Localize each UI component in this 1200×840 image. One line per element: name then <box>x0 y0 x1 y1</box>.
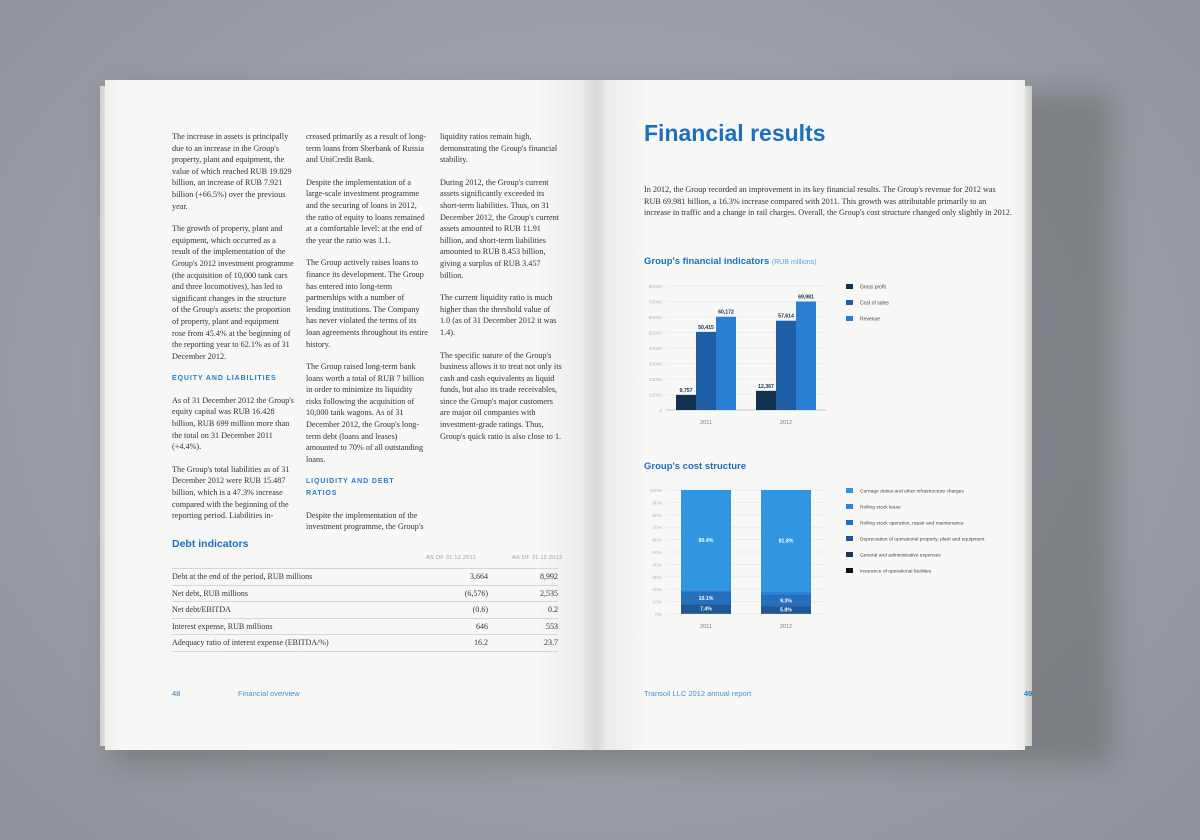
table-row <box>172 618 558 635</box>
stack-segment <box>761 591 811 594</box>
y-tick-label: 70000 <box>648 300 662 306</box>
bar-gross-profit <box>676 395 696 410</box>
x-tick-label: 2012 <box>779 420 793 426</box>
left-column-2 <box>306 131 428 544</box>
financial-indicators-chart <box>640 278 1020 434</box>
paragraph: The Group raised long-term bank loans worth a total of RUB 7 billion in order to minimize its liquidity risks following the acquisition of 10,000 tank wagons. As of 31 December 2012, the Group's long-term debt (loans and leases) amounted to 70% of all outstanding loans. <box>306 362 425 464</box>
cell-2011: (0.6) <box>418 602 488 619</box>
paragraph: The Group actively raises loans to finance its development. The Group has entered into long-term partnerships with a number of lending institutions. The Company has never violated the terms of its loan agreements throughout its entire history. <box>306 258 428 349</box>
column-header-2011: AS OF 31.12.2011 <box>426 555 476 561</box>
y-tick-label: 20% <box>652 588 662 594</box>
chart-unit: (RUB millions) <box>771 259 817 266</box>
y-tick-label: 0 <box>659 409 662 414</box>
paragraph: The growth of property, plant and equipment, which occurred as a result of the implementation of the Group's 2012 investment programme (the acquisition of 10,000 tank cars and three locomotives), has led to significant changes in the structure of the Group's assets: the proportion of property, plant and equipment rose from 45.4% at the beginning of the reporting year to 62.1% as of 31 December 2012. <box>172 224 294 361</box>
y-tick-label: 80000 <box>648 285 662 290</box>
legend-label: Gross profit <box>860 284 886 291</box>
y-tick-label: 20000 <box>648 378 662 383</box>
row-label: Interest expense, RUB millions <box>172 618 418 635</box>
bar-gross-profit <box>756 391 776 410</box>
y-tick-label: 60% <box>652 538 662 544</box>
legend-swatch <box>846 552 853 557</box>
paragraph: The specific nature of the Group's business allows it to treat not only its cash and cash equivalents as liquid funds, but also its trade receivables, since the Group's major customers are major oil companies with investment-grade ratings. Thus, Group's quick ratio is also close to 1. <box>440 350 562 441</box>
data-label: 5.8% <box>780 607 792 614</box>
stack-segment <box>681 613 731 614</box>
y-tick-label: 90% <box>652 501 662 507</box>
legend-swatch <box>846 316 853 321</box>
data-label: 69,981 <box>798 294 814 301</box>
page-number-right: 49 <box>1024 689 1033 698</box>
left-column-3 <box>440 131 562 453</box>
legend-label: General and administrative expenses <box>860 553 941 559</box>
data-label: 57,614 <box>778 313 794 320</box>
data-label: 7.4% <box>700 606 712 613</box>
y-tick-label: 80% <box>652 513 662 519</box>
legend-label: Rolling stock operation, repair and maintenance <box>860 521 964 527</box>
paragraph: creased primarily as a result of long-term loans from Sberbank of Russia and UniCredit Bank. <box>306 132 427 165</box>
legend-label: Revenue <box>860 316 881 323</box>
legend-swatch <box>846 488 853 493</box>
data-label: 10.1% <box>698 595 714 602</box>
legend-swatch <box>846 568 853 573</box>
paragraph: The Group's total liabilities as of 31 December 2012 were RUB 15.487 billion, which is a 47.3% increase compared with the beginning of the reporting period. Liabilities in- <box>172 464 290 521</box>
legend-swatch <box>846 504 853 509</box>
cell-2012: 2,535 <box>488 585 558 602</box>
row-label: Adequacy ratio of interest expense (EBITDA/%) <box>172 635 418 652</box>
page-number-left: 48 <box>172 689 181 698</box>
chart-title-financial-indicators <box>644 256 817 267</box>
paragraph: As of 31 December 2012 the Group's equity capital was RUB 16.428 billion, RUB 699 million more than the total on 31 December 2011 (+4.4%). <box>172 395 294 452</box>
y-tick-label: 50000 <box>648 331 662 337</box>
data-label: 80.4% <box>698 537 714 544</box>
cell-2012: 553 <box>488 618 558 635</box>
chart-title-text: Group's financial indicators <box>644 256 770 267</box>
bar-revenue <box>716 317 736 410</box>
y-tick-label: 30000 <box>648 362 662 368</box>
legend-swatch <box>846 536 853 541</box>
cell-2012: 8,992 <box>488 569 558 586</box>
footer-report-name: Transoil LLC 2012 annual report <box>644 689 752 698</box>
paragraph: During 2012, the Group's current assets significantly exceeded its short-term liabilities. Thus, on 31 December 2012, the Group's current assets amounted to RUB 11.91 billion, and short-term liabilities amounted to RUB 8.453 billion, giving a surplus of RUB 3.457 billion. <box>440 177 560 280</box>
cell-2012: 0.2 <box>488 602 558 619</box>
paragraph: Despite the implementation of a large-scale investment programme and the securing of loans in 2012, the ratio of equity to loans remained at a comfortable level: at the end of the year the ratio was 1.1. <box>306 177 425 245</box>
cost-structure-chart <box>640 482 1020 638</box>
cell-2012: 23.7 <box>488 635 558 652</box>
stack-segment <box>681 590 731 592</box>
left-column-1 <box>172 131 294 533</box>
row-label: Net debt/EBITDA <box>172 602 418 619</box>
cell-2011: (6,576) <box>418 585 488 602</box>
paragraph: The increase in assets is principally due to an increase in the Group's property, plant and equipment, the value of which reached RUB 19.829 billion, an increase of RUB 7.921 billion (+66.5%) over the previous year. <box>172 132 292 211</box>
y-tick-label: 100% <box>649 489 662 494</box>
section-heading: EQUITY AND LIABILITIES <box>172 375 277 383</box>
paragraph: liquidity ratios remain high, demonstrating the Group's financial stability. <box>440 132 558 165</box>
legend-label: Cost of sales <box>860 300 889 307</box>
cell-2011: 16.2 <box>418 635 488 652</box>
table-row <box>172 585 558 602</box>
legend-label: Carriage duties and other infrastructure charges <box>860 489 964 495</box>
y-tick-label: 40% <box>652 563 662 569</box>
y-tick-label: 40000 <box>648 347 662 352</box>
table-row <box>172 569 558 586</box>
data-label: 50,415 <box>698 324 714 331</box>
data-label: 60,172 <box>718 309 734 316</box>
legend-swatch <box>846 520 853 525</box>
paragraph: The current liquidity ratio is much higher than the threshold value of 1.0 (as of 31 December 2012 it was 1.4). <box>440 293 557 337</box>
x-tick-label: 2012 <box>779 624 793 630</box>
y-tick-label: 70% <box>652 526 662 532</box>
debt-indicators-title: Debt indicators <box>172 538 249 550</box>
cell-2011: 3,664 <box>418 569 488 586</box>
column-header-2012: AS OF 31.12.2012 <box>512 555 563 561</box>
x-tick-label: 2011 <box>700 420 712 426</box>
page-title: Financial results <box>644 120 826 146</box>
cell-2011: 646 <box>418 618 488 635</box>
section-heading: LIQUIDITY AND DEBT RATIOS <box>306 478 395 498</box>
legend-swatch <box>846 300 853 305</box>
table-row <box>172 602 558 619</box>
bar-cost-of-sales <box>776 321 796 410</box>
legend-label: Insurance of operational facilities <box>860 569 932 575</box>
y-tick-label: 10% <box>652 600 662 606</box>
data-label: 12,367 <box>758 383 774 390</box>
x-tick-label: 2011 <box>700 624 712 630</box>
data-label: 9.3% <box>780 598 792 605</box>
table-row <box>172 635 558 652</box>
row-label: Debt at the end of the period, RUB millions <box>172 569 418 586</box>
legend-label: Depreciation of operational property, plant and equipment <box>860 537 985 543</box>
data-label: 81.8% <box>778 538 794 545</box>
legend-swatch <box>846 284 853 289</box>
y-tick-label: 60000 <box>648 316 662 321</box>
debt-indicators-table <box>172 568 558 652</box>
y-tick-label: 0% <box>655 613 662 618</box>
bar-revenue <box>796 302 816 410</box>
legend-label: Rolling stock lease <box>860 505 901 511</box>
paragraph: Despite the implementation of the investment programme, the Group's <box>306 510 424 532</box>
intro-paragraph: In 2012, the Group recorded an improvement in its key financial results. The Group's revenue for 2012 was RUB 69.981 billion, a 16.3% increase compared with 2011. This growth was attributable primarily to an increase in traffic and a change in rail charges. Overall, the Group's cost structure changed only slightly in 2012. <box>644 185 1012 218</box>
bar-cost-of-sales <box>696 332 716 410</box>
y-tick-label: 10000 <box>648 393 662 399</box>
footer-section-name: Financial overview <box>238 689 300 698</box>
row-label: Net debt, RUB millions <box>172 585 418 602</box>
data-label: 9,757 <box>679 387 693 394</box>
y-tick-label: 30% <box>652 575 662 581</box>
y-tick-label: 50% <box>652 551 662 556</box>
chart-title-cost-structure: Group's cost structure <box>644 461 747 472</box>
